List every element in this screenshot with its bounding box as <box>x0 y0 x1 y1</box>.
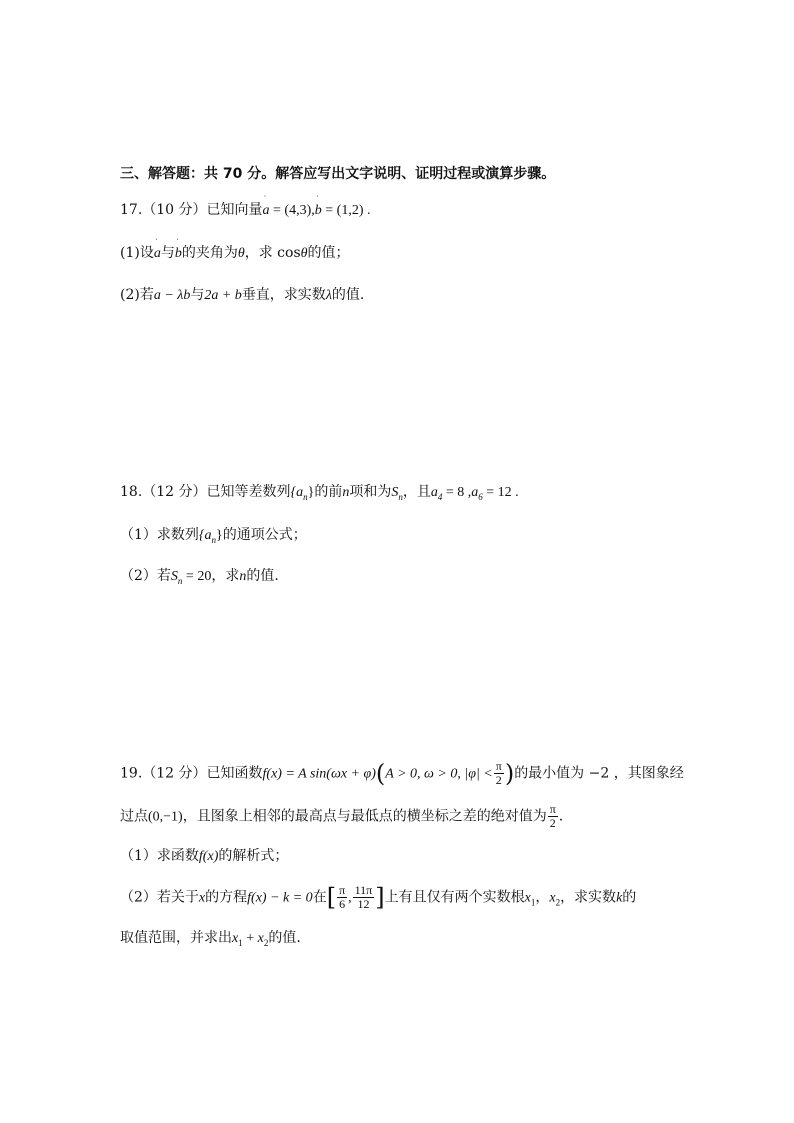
q18-stem-mid: 的前 <box>314 484 343 500</box>
right-bracket: ] <box>375 883 385 912</box>
brace: } <box>307 485 315 500</box>
x2-symbol: x <box>257 931 264 946</box>
vector-b: ˈ b <box>315 201 322 221</box>
q19-p2-text3: 的 <box>622 889 637 906</box>
q17-p1-prefix: (1)设 <box>120 245 154 261</box>
fraction-pi-over-2 <box>494 760 504 787</box>
vector-a: ˈ a <box>154 244 161 264</box>
function-expression: f(x) = A sin(ωx + φ) <box>262 766 376 782</box>
q19-part2 <box>120 884 636 912</box>
fraction-numerator: π <box>549 802 556 816</box>
k-symbol: k <box>616 890 623 906</box>
q18-stem-mid3: ，且 <box>402 484 431 500</box>
q17-expr2: 2a + b <box>204 288 242 303</box>
q19-part1 <box>120 846 288 867</box>
left-paren: ( <box>375 759 386 788</box>
q18-stem-prefix: 18.（12 分）已知等差数列 <box>120 484 291 500</box>
lambda-symbol: λ <box>325 288 332 303</box>
a4-symbol: a <box>430 485 438 500</box>
q17-stem <box>120 200 371 221</box>
subscript: n <box>398 491 403 502</box>
a4-value: = 8 , <box>442 485 472 500</box>
q17-p2-text: 垂直，求实数 <box>241 287 326 303</box>
subscript: n <box>177 575 183 586</box>
q18-p2-mid: ，求 <box>211 568 240 584</box>
subscript: 4 <box>437 491 443 502</box>
x1-symbol: x <box>232 931 239 946</box>
separator: ， <box>535 889 550 906</box>
q19-p2-text2: ，求实数 <box>560 889 617 906</box>
fraction-denominator: 2 <box>495 773 502 787</box>
subscript: 2 <box>555 897 561 908</box>
q19-line4-suffix: 的值. <box>268 930 301 946</box>
q19-stem-prefix: 19.（12 分）已知函数 <box>120 765 263 782</box>
fraction-pi-over-2 <box>548 803 558 830</box>
q19-p1-prefix: （1）求函数 <box>120 848 199 864</box>
q18-stem-mid2: 项和为 <box>349 484 392 500</box>
brace: } <box>216 528 223 543</box>
fraction-11pi-over-12 <box>353 884 375 911</box>
condition-expression: A > 0, ω > 0, |φ| < <box>385 766 493 782</box>
n-symbol: n <box>239 569 247 584</box>
fraction-denominator: 2 <box>549 816 556 830</box>
right-paren: ) <box>504 759 515 788</box>
fraction-numerator: π <box>339 883 346 897</box>
q19-line2-text: ，且图象上相邻的最高点与最低点的横坐标之差的绝对值为 <box>182 808 547 825</box>
q17-p1-mid: 与 <box>160 245 175 261</box>
s-value: = 20 <box>182 569 212 584</box>
q17-part2 <box>120 285 364 306</box>
q19-stem-suffix: 的最小值为 −2 ，其图象经 <box>514 765 684 782</box>
point-expression: (0,−1) <box>148 809 183 825</box>
plus-sign: + <box>242 931 258 946</box>
subscript: 1 <box>530 897 536 908</box>
q19-p2-prefix: （2）若关于 <box>120 889 199 906</box>
x2-symbol: x <box>549 890 556 906</box>
fraction-pi-over-6 <box>337 884 347 911</box>
vector-b: ˈ b <box>175 244 182 264</box>
subscript: 1 <box>238 937 243 948</box>
q19-line4-prefix: 取值范围，并求出 <box>120 930 232 946</box>
q17-expr1: a − λb <box>153 288 191 303</box>
subscript: n <box>303 491 308 502</box>
q19-p2-mid: 的方程 <box>205 889 248 906</box>
q19-p2-in: 在 <box>312 889 327 906</box>
q17-part1 <box>120 243 350 264</box>
equation-expression: f(x) − k = 0 <box>247 890 313 906</box>
subscript: 2 <box>263 937 269 948</box>
function-symbol: f(x) <box>198 849 219 864</box>
q19-line2-prefix: 过点 <box>120 808 148 825</box>
q17-p1-text2: ，求 cos <box>244 245 301 261</box>
q19-line2-suffix: . <box>558 808 564 825</box>
q19-stem <box>120 760 684 787</box>
q18-p1-suffix: 的通项公式； <box>222 527 307 543</box>
q18-p2-prefix: （2）若 <box>120 568 171 584</box>
sequence-a: {a <box>198 528 212 543</box>
q19-p2-text: 上有且仅有两个实数根 <box>384 889 525 906</box>
s-symbol: S <box>391 485 399 500</box>
vector-b-value: = (1,2) . <box>321 203 371 218</box>
q19-stem-line2 <box>120 803 563 830</box>
fraction-denominator: 12 <box>357 897 370 911</box>
q17-p2-mid: 与 <box>190 287 205 303</box>
s-symbol: S <box>170 569 178 584</box>
comma: , <box>348 890 352 906</box>
n-symbol: n <box>342 485 350 500</box>
vector-a: ˈ a <box>263 201 270 221</box>
a6-value: = 12 . <box>482 485 519 500</box>
q19-p1-suffix: 的解析式； <box>218 848 289 864</box>
theta-symbol: θ <box>237 246 245 261</box>
q18-p1-prefix: （1）求数列 <box>120 527 199 543</box>
q19-part2-line2 <box>120 928 301 953</box>
q17-p2-prefix: (2)若 <box>120 287 154 303</box>
subscript: n <box>211 534 217 545</box>
q18-p2-suffix: 的值. <box>246 568 279 584</box>
fraction-denominator: 6 <box>339 897 346 911</box>
x1-symbol: x <box>524 890 531 906</box>
q18-stem <box>120 482 519 507</box>
fraction-numerator: π <box>495 759 502 773</box>
q18-part1 <box>120 525 307 550</box>
x-symbol: x <box>198 890 206 906</box>
q17-p1-text: 的夹角为 <box>181 245 238 261</box>
sequence-a: {a <box>290 485 304 500</box>
q17-p2-suffix: 的值. <box>331 287 365 303</box>
left-bracket: [ <box>326 883 337 912</box>
subscript: 6 <box>478 491 483 502</box>
a6-symbol: a <box>471 485 479 500</box>
vector-a-value: = (4,3), <box>269 203 315 218</box>
fraction-numerator: 11π <box>354 883 373 897</box>
q17-p1-suffix: 的值； <box>307 245 350 261</box>
theta-symbol: θ <box>300 246 308 261</box>
q18-part2 <box>120 566 279 591</box>
section-heading: 三、解答题：共 70 分。解答应写出文字说明、证明过程或演算步骤。 <box>120 166 556 182</box>
q17-stem-prefix: 17.（10 分）已知向量 <box>120 202 263 218</box>
